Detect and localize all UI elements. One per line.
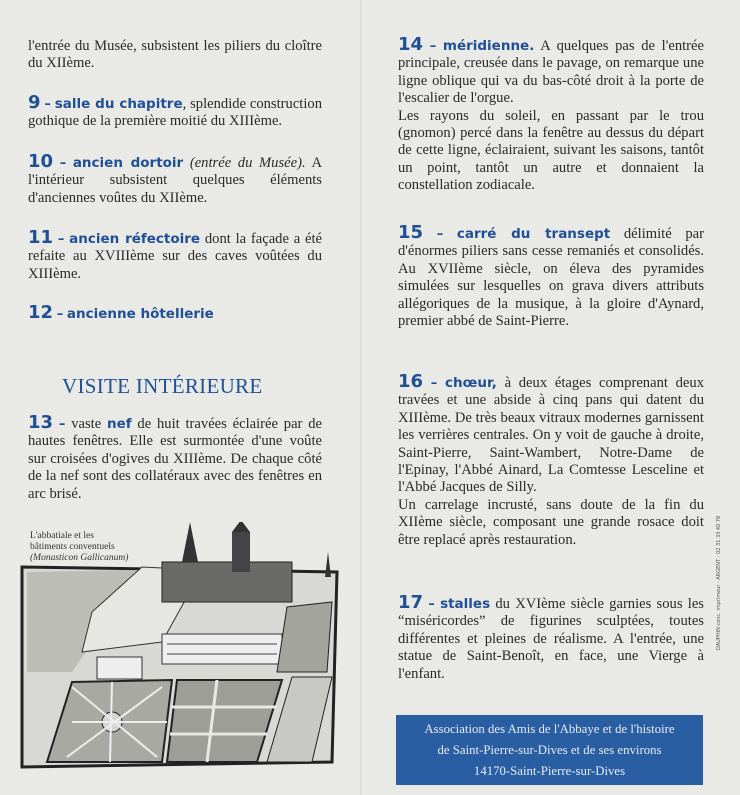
item-11: 11 – ancien réfectoire dont la façade a été refaite au XVIIIème sur des caves voûtées du XIIIème. (28, 227, 322, 282)
image-caption: L'abbatiale et les bâtiments conventuels (Monasticon Gallicanum) (30, 531, 129, 563)
item-14: 14 – méridienne. A quelques pas de l'entrée principale, creusée dans le pavage, on remarque une ligne oblique qui va du bas-côté droit à la porte de l'escalier de l'orgue. Les rayons du soleil, en passant par le trou (gnomon) percé dans la fenêtre au dessus du départ de cette ligne, éclairaient, suivant les saisons, tantôt un point, tantôt un autre et donnaient la constellation zodiacale. (398, 34, 704, 194)
item-10: 10 – ancien dortoir (entrée du Musée). A l'intérieur subsistent quelques éléments d'anciennes voûtes du XIIème. (28, 151, 322, 206)
item-15: 15 – carré du transept délimité par d'énormes piliers sans cesse remaniés et consolidés. Au XVIIème siècle, on éleva des pyramides simulées sur lesquelles on grava divers attributs allégoriques de la musique, à la gloire d'Aynard, premier abbé de Saint-Pierre. (398, 222, 704, 330)
printer-credit: DAUPHIN conc. imprimeur - ARGENT - 02 31 33 40 78 (716, 515, 722, 650)
intro-paragraph: l'entrée du Musée, subsistent les piliers du cloître du XIIème. (28, 38, 322, 72)
item-17: 17 – stalles du XVIème siècle garnies sous les “miséricordes” de figurines sculptées, toutes différentes et pleines de réalisme. A l'entrée, une statue de Saint-Benoît, en face, une Vierge à l'enfant. (398, 592, 704, 682)
item-13: 13 – vaste nef de huit travées éclairée par de hautes fenêtres. Elle est surmontée d'une voûte sur croisées d'ogives du XIIIème. De chaque côté de la nef sont des collatéraux avec des fenêtres en arc brisé. (28, 412, 322, 502)
item-9: 9 – salle du chapitre, splendide construction gothique de la première moitié du XIIIème. (28, 92, 322, 130)
association-box: Association des Amis de l'Abbaye et de l'histoire de Saint-Pierre-sur-Dives et de ses environs 14170-Saint-Pierre-sur-Dives (396, 715, 703, 785)
page-fold (360, 0, 362, 795)
item-12: 12 – ancienne hôtellerie (28, 302, 214, 323)
section-heading: VISITE INTÉRIEURE (62, 374, 263, 398)
item-16: 16 – chœur, à deux étages comprenant deux travées et une abside à cinq pans qui datent du XIIIème. De très beaux vitraux modernes garnissent les verrières centrales. On y voit de gauche à droite, Saint-Pierre, Saint-Wambert, Notre-Dame de l'Epinay, l'Abbé Ainard, La Comtesse Lesceline et l'Abbé Jacques de Silly. Un carrelage incrusté, sans doute de la fin du XIIème siècle, composant une grande rosace doit être replacé après restauration. (398, 371, 705, 548)
